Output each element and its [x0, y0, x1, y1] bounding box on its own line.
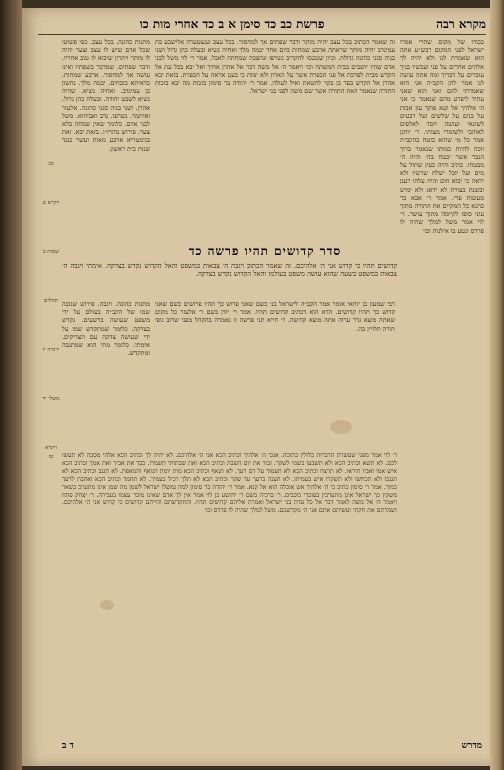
margin-note: משלי יד	[42, 396, 60, 402]
bottom-block-text: ר׳ לוי אמר מפני שעשרת הדברות כלולין בתוכה. אנכי ה׳ אלהיך וכתיב הכא אני ה׳ אלהיכם. לא יהיה לך וכתיב הכא אלהי מסכה לא תעשו לכם. לא תשא וכתיב הכא ולא תשבעו בשמי לשקר. זכור את יום השבת וכתיב הכא ואת שבתותי תשמרו. כבד את אביך ואת אמך וכתיב הכא איש אמו ואביו תיראו. לא תרצח וכתיב הכא לא תעמוד על דם רעך. לא תנאף וכתיב הכא מות יומת הנואף והנואפת. לא תגנב וכתיב הכא לא תגנבו ולא תכחשו ולא תשקרו איש בעמיתו. לא תענה ברעך עד שקר וכתיב הכא לא תלך רכיל בעמיך. לא תחמד וכתיב הכא ואהבת לרעך כמוך. אמר ר׳ סימון כתיב כי ה׳ אלהיך אש אוכלה הוא אל קנא. אמר ר׳ יהודה בר סימון למה נמשלו ישראל לשמן מה שמן אינו מתערב בשאר משקין כך ישראל אינן מתערבין בעובדי כוכבים. ר׳ ברכיה בשם ר׳ יהושע בן לוי אמר אין לך אדם שאינו מוכר עצמו בעבירה. ר׳ יצחק פתח ויאמר ה׳ אל משה לאמר דבר אל כל עדת בני ישראל ואמרת אליהם קדושים תהיו. והתקדשתם והייתם קדושים כי קדוש אני ה׳ אלהיכם. ושמרתם את חקתי ועשיתם אתם אני ה׳ מקדשכם. משל למלך שהיה לו פרדס וכו׳	[62, 452, 397, 515]
footer-page-mark: ד ב	[62, 741, 74, 751]
margin-note: ויקרא ט	[42, 200, 60, 206]
margin-note: ירמיה יז	[42, 347, 60, 353]
lower-main-text: רבי שמעון בן יוחאי אומר אמר הקב״ה לישראל בני כשם שאני פרוש כך תהיו פרושים כשם שאני קדוש כך תהיו קדושים. הדא הוא דכתיב קדושים תהיו. אמר ר׳ יודן בשם ר׳ אלעזר כל מקום שאתה מוצא גדר ערוה אתה מוצא קדושה. ר׳ חייא תני פרשה זו נאמרה בהקהל מפני שרוב גופי תורה תלויין בה.	[155, 300, 395, 333]
right-column-text: כבודו של מקום שהרי אמרו ישראל לפני המקום רבש״ע אתה הוא שאמרת לנו ולא יהיה לך אלהים אחרים על פני ועכשיו בניך עוברים על דבריך ומה אתה עושה לנו אמר להן הקב״ה אני הוא שאמרתי להם ואני הוא שאני עתיד ליפרע מהם שנאמר כי אני ה׳ אלהיך אל קנא פוקד עון אבות על בנים על שלשים ועל רבעים לשונאי ועושה חסד לאלפים לאוהבי ולשומרי מצותי. ר׳ יוחנן אמר כל מי שהוא בוטח בהקב״ה זוכה להיות כמותו שנאמר ברוך הגבר אשר יבטח בה׳ והיה ה׳ מבטחו. כתיב והיה כעץ שתול על מים ועל יובל ישלח שרשיו ולא יראה כי יבוא חום והיה עלהו רענן ובשנת בצורת לא ידאג ולא ימיש מעשות פרי. אמר ר׳ אבא בר כהנא כל המקיים את התורה מתוך עוני סופו לקיימה מתוך עושר. ר׳ לוי אמר משל למלך שהיה לו פרדס ונטע בו אילנות וכו׳	[400, 38, 484, 235]
margin-note: תהלים	[44, 298, 58, 304]
section-intro-text: קדושים תהיו כי קדוש אני ה׳ אלהיכם. זה שאמר הכתוב ויגבה ה׳ צבאות במשפט והאל הקדוש נקדש בצדקה. אימתי ויגבה ה׳ צבאות במשפט בשעה שהוא עושה משפט בעולמו והאל הקדוש נקדש בצדקה.	[62, 262, 397, 279]
commentary-column-text: מתנות כהונה. בכל עצב. כפי פשוטו שכל אדם שיש לו עצב וצער יהיה לו מותר ויתרון שיבוא לו טוב אחריו. ודבר שפתים. שמדבר בשפתיו ואינו עושה אך למחסור. ארבע שמחות. כדאיתא בזבחים. יבמה מלך. נחשון בן עמינדב. ואחיה נשיא. שהיה נשיא לשבט יהודה. ובעלה כהן גדול. אהרן. ושני בניה סגני כהונה. אלעזר ואיתמר. נשרפו. נדב ואביהוא. משל לבני אדם. כלומר שאין שמחה בלא צער. פירוש מהרז״ו. בזאת יבא. זאת בגימטריא ארבע מאות ועשר כנגד שנות בית ראשון.	[62, 38, 150, 153]
running-header	[38, 14, 486, 35]
margin-note: ויקרא טז	[45, 445, 57, 460]
book-binding	[0, 0, 22, 770]
footer-signature: מדרש	[461, 741, 482, 751]
page-edge	[490, 0, 504, 770]
page-footer	[62, 740, 482, 754]
header-title: פרשת כב כד סימן א ב כד אחרי מות כו	[139, 16, 325, 31]
section-heading: סדר קדושים תהיו פרשה כד	[188, 244, 342, 258]
lower-commentary-text: מתנות כהונה. ויגבה. פירוש שגובה שמו של הקב״ה בעולם על ידי משפט שעושה ברשעים. נקדש בצדקה. כלומר שמתקדש שמו על ידי שעושה צדקה עם הצדיקים. אימתי. כלומר מתי הוא שמתגבה ומתקדש.	[62, 300, 150, 358]
header-book-name: מקרא רבה	[436, 16, 486, 31]
margin-note: כב	[48, 161, 54, 167]
margin-note: שמות כ	[42, 249, 60, 255]
margin-references	[42, 160, 60, 580]
main-column-text: זה שאמר הכתוב בכל עצב יהיה מותר ודבר שפתים אך למחסור. בכל עצב שנצטערה אלישבע בת עמינדב יהיה מותר שראתה ארבע שמחות ביום אחד יבמה מלך ואחיה נשיא ובעלה כהן גדול ושני בניה סגני כהונה גדולה. וכיון שנכנסו להקריב נשרפו ונהפכה שמחתה לאבל. אמר ר׳ לוי משל לבני אדם שהיו יושבים בבית המשתה וכו׳ ויאמר ה׳ אל משה דבר אל אהרן אחיך ואל יבא בכל עת אל הקדש מבית לפרכת אל פני הכפרת אשר על הארון ולא ימות כי בענן אראה על הכפרת. בזאת יבא אהרן אל הקדש בפר בן בקר לחטאת ואיל לעולה. אמר ר׳ יהודה בר סימון בזכות מה יבא בזכות התורה שנאמר וזאת התורה אשר שם משה לפני בני ישראל.	[155, 38, 395, 96]
